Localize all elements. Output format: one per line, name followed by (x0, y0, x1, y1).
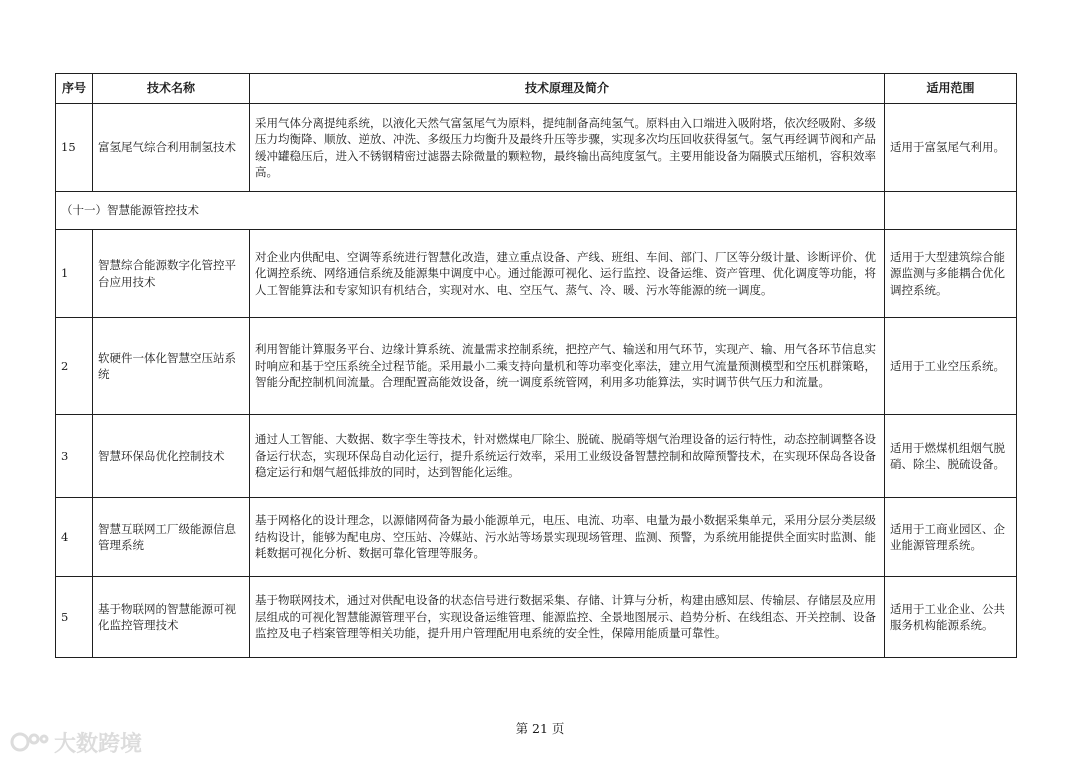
technology-table (55, 73, 1017, 658)
row-scope: 适用于大型建筑综合能源监测与多能耦合优化调控系统。 (885, 230, 1017, 318)
row-scope: 适用于工业空压系统。 (885, 318, 1017, 415)
row-no: 5 (56, 577, 93, 658)
row-no: 1 (56, 230, 93, 318)
row-scope: 适用于工业企业、公共服务机构能源系统。 (885, 577, 1017, 658)
header-no: 序号 (56, 74, 93, 104)
page-number: 第 21 页 (515, 721, 565, 736)
row-name: 软硬件一体化智慧空压站系统 (93, 318, 250, 415)
table-row (56, 498, 1017, 577)
row-scope: 适用于工商业园区、企业能源管理系统。 (885, 498, 1017, 577)
row-principle: 采用气体分离提纯系统，以液化天然气富氢尾气为原料，提纯制备高纯氢气。原料由入口端进入吸附塔，依次经吸附、多级压力均衡降、顺放、逆放、冲洗、多级压力均衡升及最终升压等步骤，实现多次均压回收获得氢气。氢气再经调节阀和产品缓冲罐稳压后，进入不锈钢精密过滤器去除微量的颗粒物，最终输出高纯度氢气。主要用能设备为隔膜式压缩机，容积效率高。 (250, 104, 885, 192)
table-row (56, 104, 1017, 192)
section-empty-cell (885, 192, 1017, 230)
watermark-logo-icon (10, 730, 50, 754)
row-principle: 基于物联网技术，通过对供配电设备的状态信号进行数据采集、存储、计算与分析，构建由感知层、传输层、存储层及应用层组成的可视化智慧能源管理平台，实现设备运维管理、能源监控、全景地图展示、趋势分析、在线组态、开关控制、设备监控及电子档案管理等相关功能，提升用户管理配用电系统的安全性，保障用能质量可靠性。 (250, 577, 885, 658)
row-no: 3 (56, 415, 93, 498)
row-name: 智慧互联网工厂级能源信息管理系统 (93, 498, 250, 577)
row-no: 2 (56, 318, 93, 415)
table-row (56, 318, 1017, 415)
table-row (56, 230, 1017, 318)
row-scope: 适用于富氢尾气利用。 (885, 104, 1017, 192)
row-principle: 通过人工智能、大数据、数字孪生等技术，针对燃煤电厂除尘、脱硫、脱硝等烟气治理设备的运行特性，动态控制调整各设备运行状态，实现环保岛自动化运行，提升系统运行效率，采用工业级设备智慧控制和故障预警技术，在实现环保岛各设备稳定运行和烟气超低排放的同时，达到智能化运维。 (250, 415, 885, 498)
watermark-text: 大数跨境 (54, 731, 143, 757)
row-no: 15 (56, 104, 93, 192)
row-principle: 对企业内供配电、空调等系统进行智慧化改造，建立重点设备、产线、班组、车间、部门、厂区等分级计量、诊断评价、优化调控系统、网络通信系统及能源集中调度中心。通过能源可视化、运行监控、设备运维、资产管理、优化调度等功能，将人工智能算法和专家知识有机结合，实现对水、电、空压气、蒸气、冷、暖、污水等能源的统一调度。 (250, 230, 885, 318)
row-no: 4 (56, 498, 93, 577)
row-principle: 基于网格化的设计理念，以源储网荷备为最小能源单元，电压、电流、功率、电量为最小数据采集单元，采用分层分类层级结构设计，能够为配电房、空压站、冷媒站、污水站等场景实现现场管理、监测、预警，为系统用能提供全面实时监测、能耗数据可视化分析、数据可靠化管理等服务。 (250, 498, 885, 577)
row-principle: 利用智能计算服务平台、边缘计算系统、流量需求控制系统，把控产气、输送和用气环节，实现产、输、用气各环节信息实时响应和基于空压系统全过程节能。采用最小二乘支持向量机和等功率变化率法，建立用气流量预测模型和空压机群策略，智能分配控制机间流量。合理配置高能效设备，统一调度系统管网，利用多功能算法，实时调节供气压力和流量。 (250, 318, 885, 415)
row-name: 智慧综合能源数字化管控平台应用技术 (93, 230, 250, 318)
row-scope: 适用于燃煤机组烟气脱硝、除尘、脱硫设备。 (885, 415, 1017, 498)
row-name: 富氢尾气综合利用制氢技术 (93, 104, 250, 192)
table-row (56, 415, 1017, 498)
row-name: 智慧环保岛优化控制技术 (93, 415, 250, 498)
watermark (10, 728, 142, 756)
header-scope: 适用范围 (885, 74, 1017, 104)
table-header-row (56, 74, 1017, 104)
header-name: 技术名称 (93, 74, 250, 104)
section-row (56, 192, 1017, 230)
table-row (56, 577, 1017, 658)
row-name: 基于物联网的智慧能源可视化监控管理技术 (93, 577, 250, 658)
header-principle: 技术原理及简介 (250, 74, 885, 104)
section-title: （十一）智慧能源管控技术 (56, 192, 885, 230)
